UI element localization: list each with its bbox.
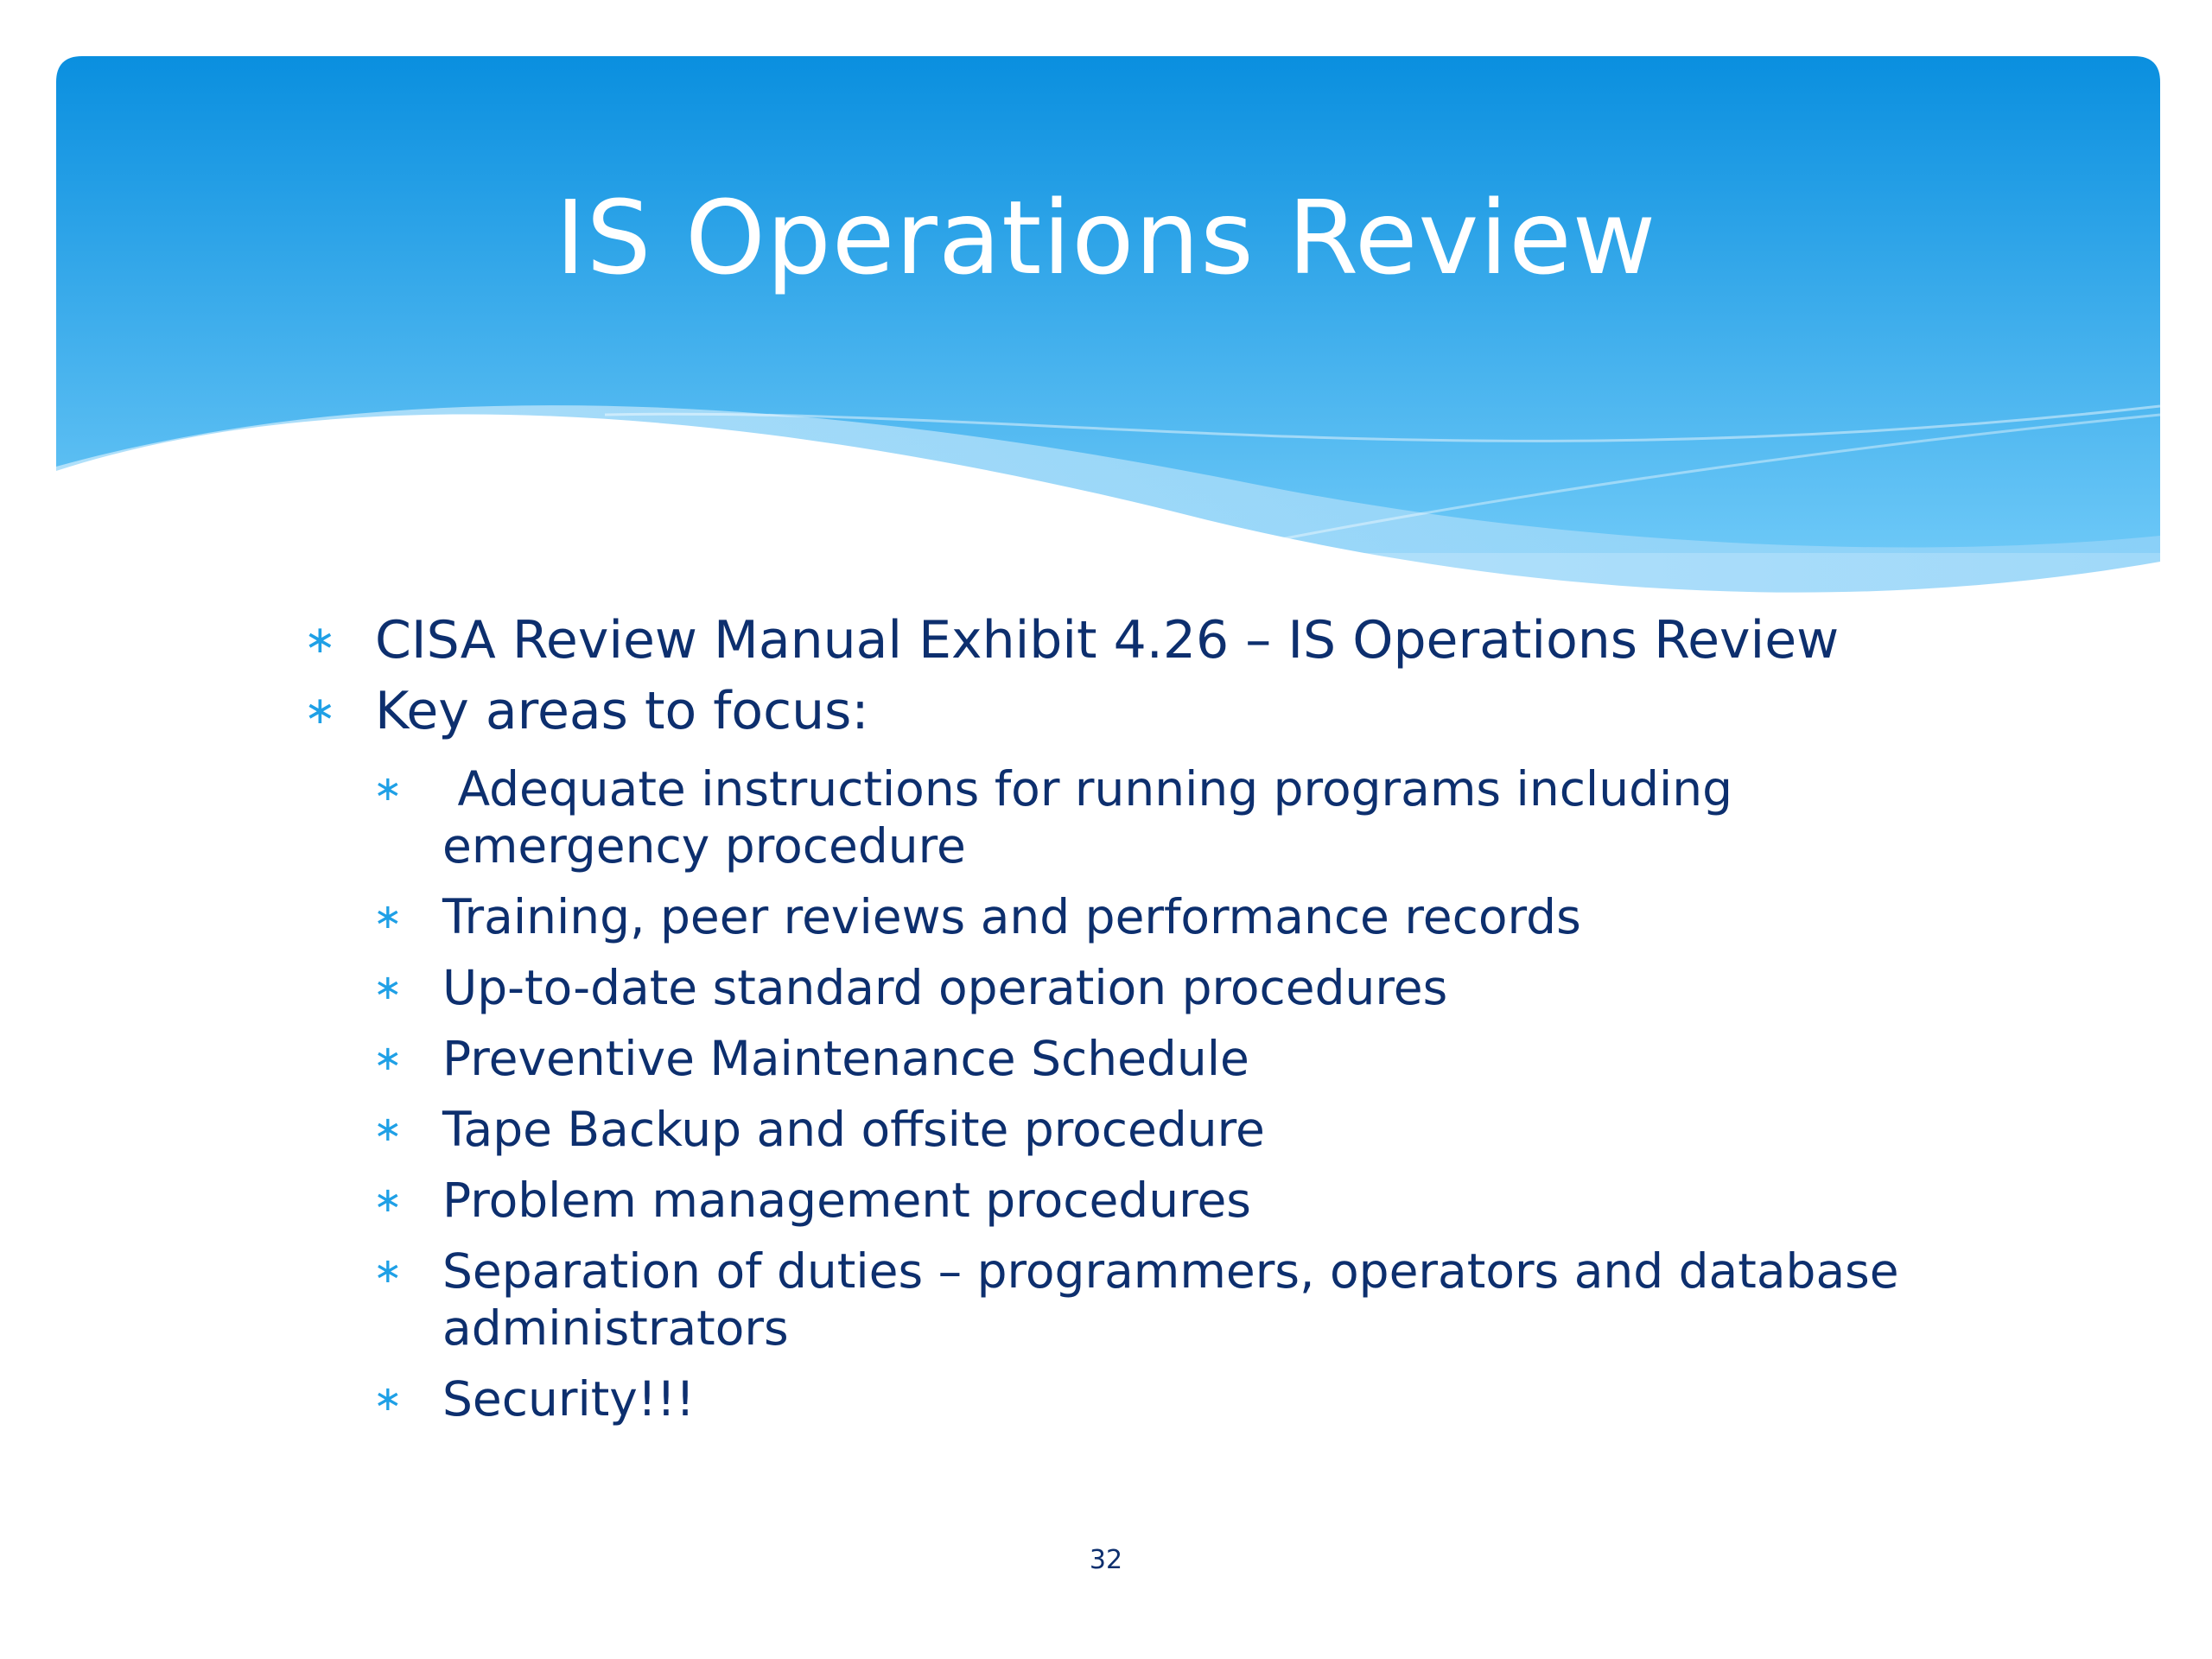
- asterisk-bullet-icon: ∗: [373, 769, 403, 809]
- bullet-list: [304, 605, 1998, 1427]
- sub-bullet-text: Separation of duties – programmers, operators and database administrators: [442, 1243, 1899, 1356]
- sub-bullet-item: [373, 1030, 1998, 1087]
- sub-bullet-group: [373, 760, 1998, 1427]
- asterisk-bullet-icon: ∗: [373, 1039, 403, 1078]
- sub-bullet-text: Up-to-date standard operation procedures: [442, 960, 1448, 1015]
- sub-bullet-item: [373, 1243, 1998, 1357]
- bullet-item: [304, 676, 1998, 747]
- sub-bullet-item: [373, 1172, 1998, 1229]
- sub-bullet-item: [373, 1101, 1998, 1158]
- asterisk-bullet-icon: ∗: [373, 1379, 403, 1419]
- sub-bullet-item: [373, 959, 1998, 1016]
- slide-title: IS Operations Review: [555, 178, 1657, 297]
- sub-bullet-list: [373, 760, 1998, 1427]
- bullet-text: CISA Review Manual Exhibit 4.26 – IS Operations Review: [375, 610, 1840, 671]
- asterisk-bullet-icon: ∗: [304, 618, 336, 662]
- sub-bullet-text: Tape Backup and offsite procedure: [442, 1102, 1265, 1157]
- sub-bullet-text: Training, peer reviews and performance records: [442, 889, 1581, 944]
- sub-bullet-item: [373, 888, 1998, 945]
- asterisk-bullet-icon: ∗: [373, 1251, 403, 1291]
- page-number: 32: [1089, 1545, 1123, 1575]
- sub-bullet-item: [373, 1370, 1998, 1427]
- sub-bullet-text: Preventive Maintenance Schedule: [442, 1031, 1249, 1086]
- bullet-item: [304, 605, 1998, 676]
- asterisk-bullet-icon: ∗: [373, 968, 403, 1007]
- header-wave-banner: [0, 0, 2212, 639]
- asterisk-bullet-icon: ∗: [373, 897, 403, 937]
- bullet-text: Key areas to focus:: [375, 681, 869, 741]
- sub-bullet-text: Adequate instructions for running programs including emergency procedure: [442, 761, 1748, 874]
- asterisk-bullet-icon: ∗: [373, 1180, 403, 1220]
- asterisk-bullet-icon: ∗: [304, 689, 336, 733]
- asterisk-bullet-icon: ∗: [373, 1109, 403, 1149]
- sub-bullet-item: [373, 760, 1998, 874]
- sub-bullet-text: Security!!!: [442, 1371, 695, 1427]
- sub-bullet-text: Problem management procedures: [442, 1173, 1251, 1228]
